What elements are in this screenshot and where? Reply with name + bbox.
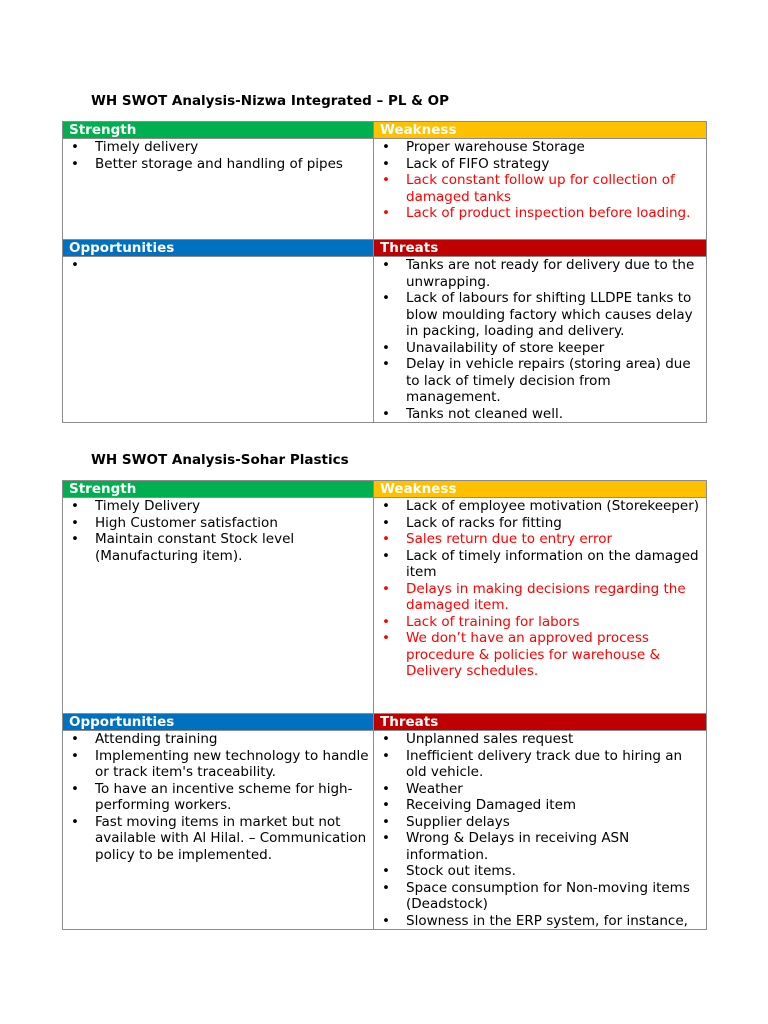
opportunities-cell: [63, 257, 374, 423]
opportunities-list: [68, 731, 373, 863]
list-item: • Supplier delays: [379, 814, 706, 831]
list-item: • To have an incentive scheme for high-performing workers.: [68, 781, 373, 814]
list-item: • Timely delivery: [68, 139, 373, 156]
threats-list: [379, 731, 706, 929]
list-item: • Tanks not cleaned well.: [379, 406, 706, 423]
threats-list: [379, 257, 706, 422]
weakness-header: Weakness: [374, 481, 707, 498]
list-item: • Receiving Damaged item: [379, 797, 706, 814]
threats-header: Threats: [374, 240, 707, 257]
list-item: • Better storage and handling of pipes: [68, 156, 373, 173]
list-item: • Lack of timely information on the damaged item: [379, 548, 706, 581]
list-item: • Delay in vehicle repairs (storing area) due to lack of timely decision from management.: [379, 356, 706, 406]
swot-table-nizwa: [62, 121, 707, 423]
threats-header: Threats: [374, 714, 707, 731]
weakness-cell: [374, 139, 707, 240]
strength-cell: [63, 498, 374, 714]
strength-list: [68, 498, 373, 564]
list-item: [68, 257, 373, 274]
strength-header: Strength: [63, 122, 374, 139]
strength-list: [68, 139, 373, 172]
weakness-cell: [374, 498, 707, 714]
weakness-list: [379, 498, 706, 680]
list-item: • Maintain constant Stock level (Manufacturing item).: [68, 531, 373, 564]
opportunities-list: [68, 257, 373, 274]
list-item: • Lack constant follow up for collection of damaged tanks: [379, 172, 706, 205]
section-title: WH SWOT Analysis-Sohar Plastics: [91, 452, 349, 468]
list-item: • Inefficient delivery track due to hiring an old vehicle.: [379, 748, 706, 781]
weakness-list: [379, 139, 706, 222]
list-item: • Sales return due to entry error: [379, 531, 706, 548]
list-item: • Lack of FIFO strategy: [379, 156, 706, 173]
section-title: WH SWOT Analysis-Nizwa Integrated – PL & OP: [91, 93, 449, 109]
list-item: • Slowness in the ERP system, for instance,: [379, 913, 706, 930]
list-item: • We don’t have an approved process procedure & policies for warehouse & Delivery schedules.: [379, 630, 706, 680]
opportunities-header: Opportunities: [63, 714, 374, 731]
list-item: • Lack of racks for fitting: [379, 515, 706, 532]
weakness-header: Weakness: [374, 122, 707, 139]
list-item: • Delays in making decisions regarding the damaged item.: [379, 581, 706, 614]
list-item: • Weather: [379, 781, 706, 798]
list-item: • Stock out items.: [379, 863, 706, 880]
list-item: • Unplanned sales request: [379, 731, 706, 748]
swot-table-sohar: [62, 480, 707, 930]
list-item: • Lack of employee motivation (Storekeeper): [379, 498, 706, 515]
opportunities-cell: [63, 731, 374, 930]
list-item: • High Customer satisfaction: [68, 515, 373, 532]
threats-cell: [374, 257, 707, 423]
list-item: • Lack of training for labors: [379, 614, 706, 631]
list-item: • Attending training: [68, 731, 373, 748]
threats-cell: [374, 731, 707, 930]
list-item: • Wrong & Delays in receiving ASN information.: [379, 830, 706, 863]
list-item: • Lack of product inspection before loading.: [379, 205, 706, 222]
list-item: • Tanks are not ready for delivery due to the unwrapping.: [379, 257, 706, 290]
list-item: • Timely Delivery: [68, 498, 373, 515]
list-item: • Fast moving items in market but not available with Al Hilal. – Communication policy to be implemented.: [68, 814, 373, 864]
strength-header: Strength: [63, 481, 374, 498]
opportunities-header: Opportunities: [63, 240, 374, 257]
strength-cell: [63, 139, 374, 240]
list-item: • Space consumption for Non-moving items (Deadstock): [379, 880, 706, 913]
list-item: • Unavailability of store keeper: [379, 340, 706, 357]
list-item: • Lack of labours for shifting LLDPE tanks to blow moulding factory which causes delay in packing, loading and delivery.: [379, 290, 706, 340]
list-item: • Implementing new technology to handle or track item's traceability.: [68, 748, 373, 781]
list-item: • Proper warehouse Storage: [379, 139, 706, 156]
